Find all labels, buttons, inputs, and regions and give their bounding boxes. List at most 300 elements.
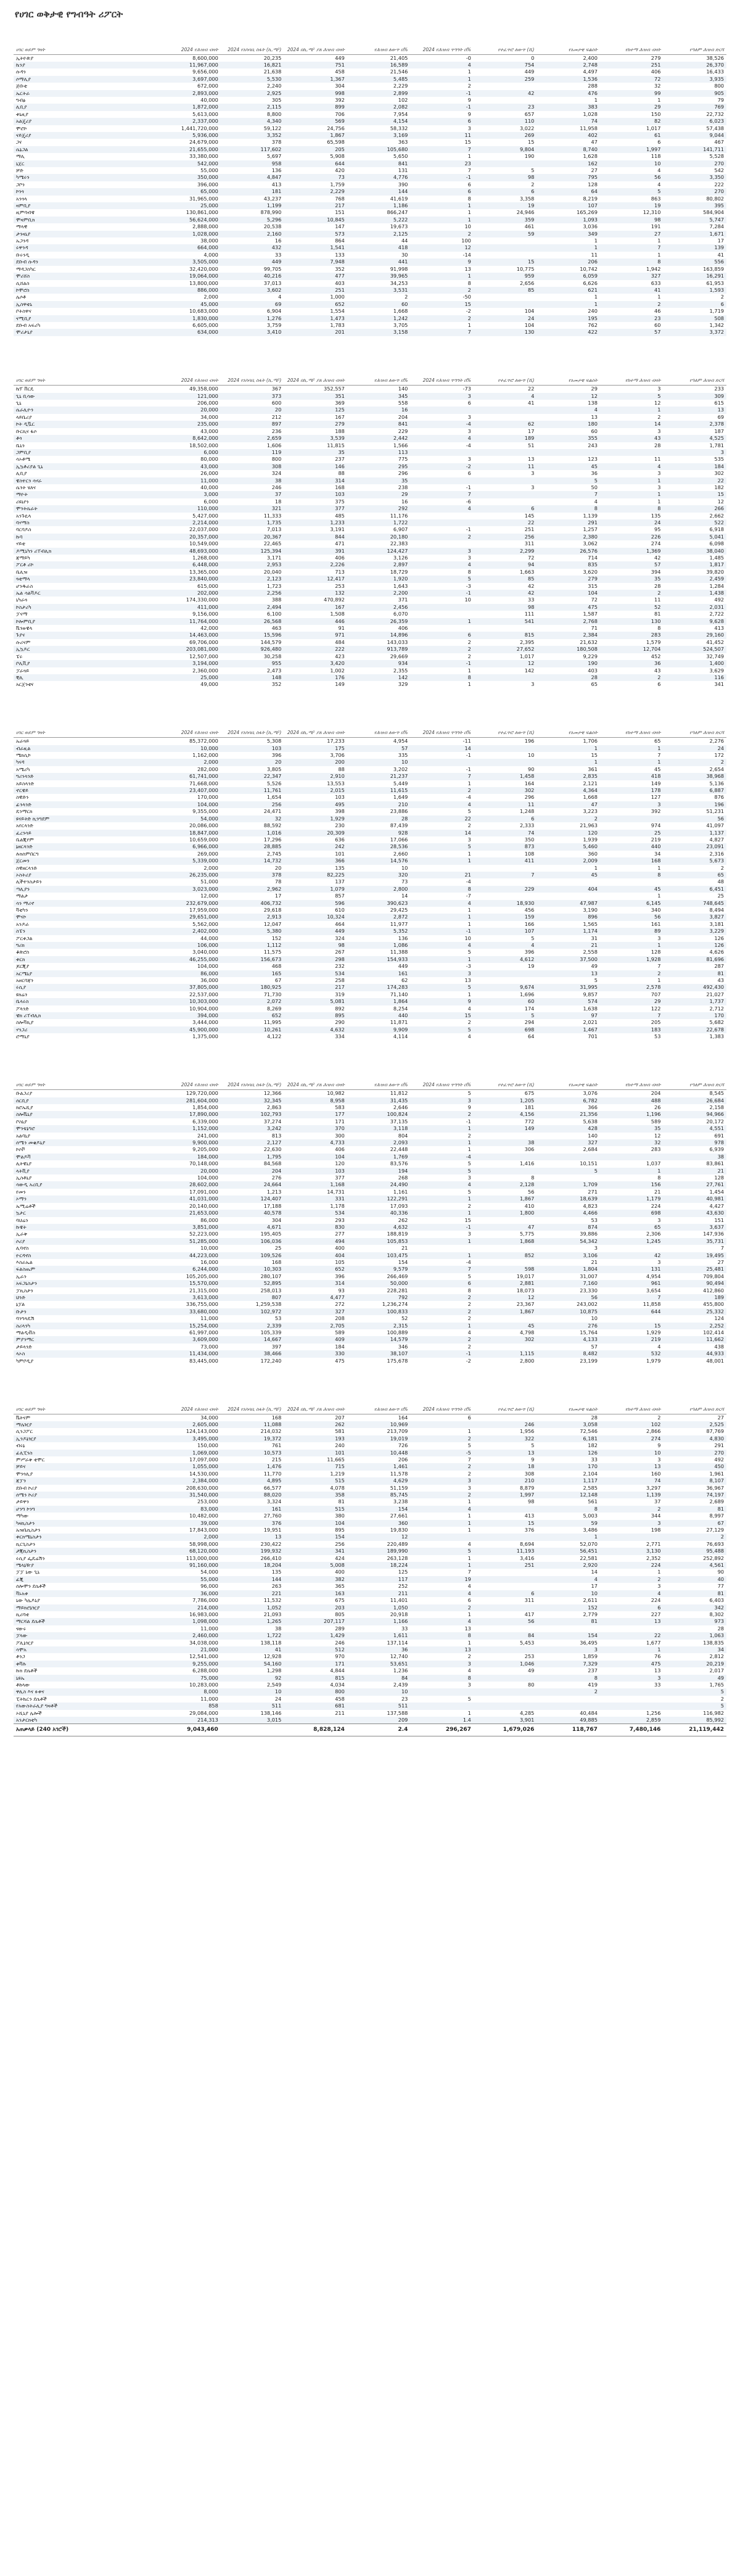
table-row[interactable] [14, 196, 726, 202]
table-row[interactable] [14, 174, 726, 181]
table-row[interactable] [14, 843, 726, 850]
table-row[interactable] [14, 1273, 726, 1280]
table-row[interactable] [14, 1259, 726, 1266]
table-row[interactable] [14, 1498, 726, 1505]
country-name-cell: ካናዳ [14, 759, 157, 766]
value-cell: 1,276 [221, 315, 284, 322]
table-row[interactable] [14, 1688, 726, 1695]
value-cell: 26,359 [347, 618, 411, 625]
table-row[interactable] [14, 949, 726, 956]
table-row[interactable] [14, 1019, 726, 1026]
table-row[interactable] [14, 1703, 726, 1709]
column-header[interactable]: 2024 የሕዝብ ጥግግት በ% [410, 709, 474, 738]
table-row[interactable] [14, 244, 726, 251]
table-row[interactable] [14, 815, 726, 822]
column-header[interactable]: ሀገር ወይም ግዛት [14, 1062, 157, 1090]
table-row[interactable] [14, 935, 726, 942]
table-row[interactable] [14, 914, 726, 920]
value-cell: 182 [588, 1442, 598, 1449]
value-cell: 406 [398, 625, 408, 632]
table-row[interactable] [14, 1555, 726, 1562]
table-row[interactable] [14, 569, 726, 576]
table-row[interactable] [14, 1350, 726, 1357]
table-row[interactable] [14, 1435, 726, 1442]
table-row[interactable] [14, 400, 726, 407]
value-cell: 1,706 [583, 738, 598, 745]
table-row[interactable] [14, 1646, 726, 1653]
table-row[interactable] [14, 639, 726, 646]
column-header[interactable]: የሕዝብ ለውጥ በ% [347, 709, 411, 738]
table-row[interactable] [14, 893, 726, 899]
value-cell: 150,000 [197, 1442, 218, 1449]
table-row[interactable] [14, 181, 726, 188]
table-row[interactable] [14, 1344, 726, 1350]
table-row[interactable] [14, 1569, 726, 1575]
value-cell: 154 [536, 1632, 600, 1639]
table-row[interactable] [14, 1111, 726, 1118]
column-header[interactable]: 2024 የሕዝብ ጥግግት በ% [410, 357, 474, 386]
table-row[interactable] [14, 1463, 726, 1470]
table-row[interactable] [14, 576, 726, 582]
value-cell: 2,316 [709, 850, 724, 857]
column-header[interactable]: የዓለም ሕዝብ ድርሻ [663, 357, 726, 386]
column-header[interactable]: 2024 የሕዝብ ብዛት [157, 1385, 221, 1414]
table-row[interactable] [14, 836, 726, 843]
table-row[interactable] [14, 1442, 726, 1449]
table-row[interactable] [14, 139, 726, 146]
table-row[interactable] [14, 977, 726, 984]
value-cell: 25,481 [663, 1266, 726, 1273]
column-header[interactable]: 2024 የሕዝብ ብዛት [157, 1062, 221, 1090]
value-cell: 105,680 [347, 146, 411, 153]
column-header[interactable]: የአመታዊ ፍልሰት [536, 1385, 600, 1414]
table-row[interactable] [14, 886, 726, 893]
table-row[interactable] [14, 1653, 726, 1660]
column-header[interactable]: የዓለም ሕዝብ ድርሻ [663, 709, 726, 738]
table-section [14, 357, 726, 688]
table-row[interactable] [14, 1287, 726, 1294]
table-row[interactable] [14, 738, 726, 745]
table-row[interactable] [14, 491, 726, 498]
column-header[interactable]: 2024 የአካባቢ ስፋት (ኪ.ሜ²) [221, 709, 284, 738]
table-row[interactable] [14, 125, 726, 132]
table-row[interactable] [14, 1323, 726, 1329]
table-row[interactable] [14, 1104, 726, 1111]
table-row[interactable] [14, 1471, 726, 1477]
table-row[interactable] [14, 632, 726, 638]
column-header[interactable]: የሕዝብ ለውጥ በ% [347, 26, 411, 54]
table-row[interactable] [14, 97, 726, 104]
column-header[interactable]: 2024 የአካባቢ ስፋት (ኪ.ሜ²) [221, 26, 284, 54]
column-header[interactable]: የከተማ ሕዝብ ብዛት [600, 1062, 664, 1090]
table-row[interactable] [14, 104, 726, 110]
table-row[interactable] [14, 857, 726, 864]
table-row[interactable] [14, 62, 726, 68]
value-cell: 6 [474, 505, 537, 512]
table-row[interactable] [14, 1336, 726, 1343]
table-row[interactable] [14, 851, 726, 857]
table-row[interactable] [14, 1118, 726, 1125]
column-header[interactable]: የአመታዊ ፍልሰት [536, 709, 600, 738]
table-row[interactable] [14, 991, 726, 998]
table-row[interactable] [14, 301, 726, 308]
column-header[interactable]: 2024 የአካባቢ ስፋት (ኪ.ሜ²) [221, 1062, 284, 1090]
value-cell: 64 [536, 188, 600, 195]
value-cell: -1 [466, 752, 471, 759]
table-row[interactable] [14, 1583, 726, 1590]
table-row[interactable] [14, 1717, 726, 1724]
column-header[interactable]: የሕዝብ ለውጥ በ% [347, 1385, 411, 1414]
value-cell: 39,820 [706, 568, 724, 575]
column-header[interactable]: የሕዝብ ለውጥ በ% [347, 357, 411, 386]
value-cell: 1,037 [646, 1160, 661, 1167]
table-row[interactable] [14, 1266, 726, 1273]
table-row[interactable] [14, 1477, 726, 1484]
table-row[interactable] [14, 1548, 726, 1554]
value-cell: 3,022 [519, 125, 535, 131]
table-row[interactable] [14, 681, 726, 688]
table-row[interactable] [14, 878, 726, 885]
table-row[interactable] [14, 393, 726, 400]
column-header[interactable]: 2024 የሕዝብ ብዛት [157, 26, 221, 54]
table-row[interactable] [14, 1168, 726, 1174]
column-header[interactable]: የተፈጥሮ ለውጥ (ሺ) [474, 709, 537, 738]
column-header[interactable]: የከተማ ሕዝብ ብዛት [600, 357, 664, 386]
column-header[interactable]: 2024 የሕዝብ ብዛት [157, 357, 221, 386]
value-cell: 14,530,000 [189, 1470, 218, 1477]
country-name-cell: ፍልስጤም [14, 1266, 157, 1273]
table-row[interactable] [14, 146, 726, 153]
table-row[interactable] [14, 583, 726, 590]
table-row[interactable] [14, 998, 726, 1005]
table-row[interactable] [14, 477, 726, 484]
table-row[interactable] [14, 1358, 726, 1364]
table-row[interactable] [14, 1329, 726, 1336]
value-cell: 20,000 [157, 1168, 221, 1174]
table-row[interactable] [14, 1541, 726, 1548]
table-row[interactable] [14, 1625, 726, 1632]
table-row[interactable] [14, 421, 726, 427]
table-row[interactable] [14, 519, 726, 526]
table-row[interactable] [14, 674, 726, 681]
table-row[interactable] [14, 273, 726, 279]
table-row[interactable] [14, 1611, 726, 1618]
column-header[interactable]: 2024 የሕዝብ ጥግግት በ% [410, 1062, 474, 1090]
table-row[interactable] [14, 1492, 726, 1498]
data-table [14, 26, 726, 336]
column-header[interactable]: 2024 የሕዝብ ጥግግት በ% [410, 1385, 474, 1414]
column-header[interactable]: 2024 በኪ.ሜ² ያለ ሕዝብ ብዛት [284, 709, 347, 738]
table-row[interactable] [14, 646, 726, 653]
table-row[interactable] [14, 872, 726, 878]
table-row[interactable] [14, 548, 726, 555]
column-header[interactable]: የተፈጥሮ ለውጥ (ሺ) [474, 1385, 537, 1414]
value-cell: 130 [474, 329, 537, 336]
value-cell: 19 [410, 1576, 474, 1583]
table-row[interactable] [14, 1682, 726, 1688]
table-row[interactable] [14, 1012, 726, 1019]
table-row[interactable] [14, 1520, 726, 1527]
value-cell: 2,768 [536, 618, 600, 625]
table-row[interactable] [14, 217, 726, 223]
value-cell: 292 [347, 505, 411, 512]
table-row[interactable] [14, 590, 726, 597]
table-row[interactable] [14, 386, 726, 393]
table-row[interactable] [14, 667, 726, 674]
column-header[interactable]: 2024 የሕዝብ ጥግግት በ% [410, 26, 474, 54]
table-row[interactable] [14, 498, 726, 505]
table-row[interactable] [14, 1125, 726, 1132]
table-row[interactable] [14, 540, 726, 547]
table-row[interactable] [14, 653, 726, 660]
column-header[interactable]: የተፈጥሮ ለውጥ (ሺ) [474, 1062, 537, 1090]
table-row[interactable] [14, 865, 726, 872]
table-row[interactable] [14, 1294, 726, 1301]
table-row[interactable] [14, 1280, 726, 1287]
table-row[interactable] [14, 1710, 726, 1717]
value-cell: 149 [651, 780, 661, 786]
table-row[interactable] [14, 1181, 726, 1188]
table-row[interactable] [14, 54, 726, 62]
table-row[interactable] [14, 1231, 726, 1237]
table-row[interactable] [14, 759, 726, 766]
table-row[interactable] [14, 68, 726, 75]
table-row[interactable] [14, 1506, 726, 1513]
table-row[interactable] [14, 1632, 726, 1639]
column-header[interactable]: የአመታዊ ፍልሰት [536, 357, 600, 386]
table-row[interactable] [14, 428, 726, 435]
table-row[interactable] [14, 801, 726, 808]
table-row[interactable] [14, 1667, 726, 1674]
table-row[interactable] [14, 660, 726, 667]
table-row[interactable] [14, 1534, 726, 1540]
table-row[interactable] [14, 780, 726, 787]
table-row[interactable] [14, 266, 726, 273]
table-row[interactable] [14, 315, 726, 322]
table-row[interactable] [14, 1590, 726, 1597]
value-cell: -1 [466, 766, 471, 772]
table-row[interactable] [14, 1224, 726, 1231]
table-row[interactable] [14, 294, 726, 300]
table-row[interactable] [14, 329, 726, 336]
table-row[interactable] [14, 1597, 726, 1604]
table-row[interactable] [14, 752, 726, 759]
table-row[interactable] [14, 1090, 726, 1097]
table-row[interactable] [14, 505, 726, 512]
table-row[interactable] [14, 787, 726, 794]
table-row[interactable] [14, 1189, 726, 1195]
table-row[interactable] [14, 1308, 726, 1315]
table-row[interactable] [14, 970, 726, 977]
table-row[interactable] [14, 1154, 726, 1160]
table-row[interactable] [14, 287, 726, 294]
table-row[interactable] [14, 625, 726, 632]
column-header[interactable]: የአመታዊ ፍልሰት [536, 1062, 600, 1090]
table-row[interactable] [14, 513, 726, 519]
column-header[interactable]: 2024 በኪ.ሜ² ያለ ሕዝብ ብዛት [284, 357, 347, 386]
column-header[interactable]: ሀገር ወይም ግዛት [14, 709, 157, 738]
table-row[interactable] [14, 118, 726, 125]
table-row[interactable] [14, 484, 726, 491]
column-header[interactable]: 2024 የአካባቢ ስፋት (ኪ.ሜ²) [221, 1385, 284, 1414]
column-header[interactable]: የተፈጥሮ ለውጥ (ሺ) [474, 26, 537, 54]
table-row[interactable] [14, 414, 726, 421]
column-header[interactable]: የዓለም ሕዝብ ድርሻ [663, 1062, 726, 1090]
table-row[interactable] [14, 308, 726, 315]
table-row[interactable] [14, 928, 726, 935]
table-row[interactable] [14, 984, 726, 991]
table-row[interactable] [14, 153, 726, 160]
table-row[interactable] [14, 237, 726, 244]
table-row[interactable] [14, 188, 726, 195]
table-row[interactable] [14, 1576, 726, 1583]
table-row[interactable] [14, 1133, 726, 1139]
table-row[interactable] [14, 745, 726, 752]
table-row[interactable] [14, 1527, 726, 1534]
table-row[interactable] [14, 604, 726, 611]
table-row[interactable] [14, 449, 726, 456]
table-row[interactable] [14, 223, 726, 230]
column-header[interactable]: የከተማ ሕዝብ ብዛት [600, 709, 664, 738]
value-cell: 2,276 [709, 738, 724, 745]
table-row[interactable] [14, 1696, 726, 1703]
table-row[interactable] [14, 132, 726, 139]
table-row[interactable] [14, 167, 726, 174]
column-header[interactable]: 2024 በኪ.ሜ² ያለ ሕዝብ ብዛት [284, 26, 347, 54]
table-row[interactable] [14, 597, 726, 603]
table-row[interactable] [14, 1203, 726, 1210]
table-row[interactable] [14, 766, 726, 773]
value-cell: 2,800 [347, 886, 411, 893]
table-row[interactable] [14, 526, 726, 533]
table-row[interactable] [14, 1217, 726, 1224]
table-row[interactable] [14, 1421, 726, 1428]
table-row[interactable] [14, 1315, 726, 1322]
table-row[interactable] [14, 1238, 726, 1245]
table-row[interactable] [14, 90, 726, 97]
table-row[interactable] [14, 322, 726, 329]
table-row[interactable] [14, 1428, 726, 1435]
table-row[interactable] [14, 463, 726, 470]
table-row[interactable] [14, 794, 726, 801]
table-row[interactable] [14, 1640, 726, 1646]
value-cell: 23 [474, 104, 537, 110]
value-cell: 21 [401, 1245, 408, 1252]
table-row[interactable] [14, 252, 726, 258]
column-header[interactable]: የዓለም ሕዝብ ድርሻ [663, 26, 726, 54]
table-row[interactable] [14, 202, 726, 209]
table-row[interactable] [14, 618, 726, 625]
column-header[interactable]: የዓለም ሕዝብ ድርሻ [663, 1385, 726, 1414]
table-row[interactable] [14, 83, 726, 89]
table-row[interactable] [14, 1005, 726, 1012]
table-row[interactable] [14, 76, 726, 83]
table-row[interactable] [14, 111, 726, 118]
column-header[interactable]: ሀገር ወይም ግዛት [14, 26, 157, 54]
table-row[interactable] [14, 1456, 726, 1463]
table-row[interactable] [14, 1485, 726, 1492]
table-row[interactable] [14, 1026, 726, 1033]
table-row[interactable] [14, 1033, 726, 1040]
table-row[interactable] [14, 1252, 726, 1259]
value-cell: 35 [600, 1125, 664, 1132]
table-row[interactable] [14, 1604, 726, 1611]
table-row[interactable] [14, 231, 726, 237]
column-header[interactable]: 2024 የአካባቢ ስፋት (ኪ.ሜ²) [221, 357, 284, 386]
column-header[interactable]: የተፈጥሮ ለውጥ (ሺ) [474, 357, 537, 386]
table-row[interactable] [14, 258, 726, 265]
table-row[interactable] [14, 611, 726, 617]
value-cell: 2,910 [284, 773, 347, 780]
value-cell: 1,055,000 [157, 1463, 221, 1470]
table-row[interactable] [14, 456, 726, 463]
value-cell: 9,628 [663, 618, 726, 625]
table-row[interactable] [14, 407, 726, 413]
table-row[interactable] [14, 1195, 726, 1202]
table-row[interactable] [14, 1450, 726, 1456]
table-row[interactable] [14, 1160, 726, 1167]
table-row[interactable] [14, 1414, 726, 1421]
table-row[interactable] [14, 1146, 726, 1153]
table-row[interactable] [14, 1661, 726, 1667]
table-row[interactable] [14, 808, 726, 815]
table-row[interactable] [14, 942, 726, 949]
table-row[interactable] [14, 1618, 726, 1625]
column-header[interactable]: የከተማ ሕዝብ ብዛት [600, 1385, 664, 1414]
column-header[interactable]: 2024 የሕዝብ ብዛት [157, 709, 221, 738]
table-row[interactable] [14, 1675, 726, 1682]
column-header[interactable]: 2024 በኪ.ሜ² ያለ ሕዝብ ብዛት [284, 1062, 347, 1090]
table-row[interactable] [14, 1097, 726, 1104]
table-row[interactable] [14, 555, 726, 561]
table-row[interactable] [14, 160, 726, 167]
column-header[interactable]: ሀገር ወይም ግዛት [14, 357, 157, 386]
column-header[interactable]: ሀገር ወይም ግዛት [14, 1385, 157, 1414]
table-row[interactable] [14, 921, 726, 928]
table-row[interactable] [14, 1245, 726, 1252]
table-row[interactable] [14, 956, 726, 963]
table-row[interactable] [14, 907, 726, 914]
table-row[interactable] [14, 1174, 726, 1181]
table-row[interactable] [14, 561, 726, 568]
table-row[interactable] [14, 280, 726, 287]
column-header[interactable]: የሕዝብ ለውጥ በ% [347, 1062, 411, 1090]
table-row[interactable] [14, 442, 726, 449]
table-row[interactable] [14, 1139, 726, 1146]
table-row[interactable] [14, 773, 726, 780]
table-row[interactable] [14, 963, 726, 970]
table-row[interactable] [14, 1513, 726, 1519]
value-cell: 87,439 [390, 822, 408, 829]
table-row[interactable] [14, 830, 726, 836]
column-header[interactable]: 2024 በኪ.ሜ² ያለ ሕዝብ ብዛት [284, 1385, 347, 1414]
table-row[interactable] [14, 470, 726, 477]
value-cell: 1,205 [474, 1097, 537, 1104]
table-row[interactable] [14, 822, 726, 829]
value-cell: 3 [657, 427, 661, 434]
column-header[interactable]: የአመታዊ ፍልሰት [536, 26, 600, 54]
value-cell: 11,388 [390, 949, 408, 956]
table-row[interactable] [14, 1210, 726, 1216]
column-header[interactable]: የከተማ ሕዝብ ብዛት [600, 26, 664, 54]
table-row[interactable] [14, 1301, 726, 1308]
table-row[interactable] [14, 209, 726, 216]
table-row[interactable] [14, 435, 726, 442]
table-row[interactable] [14, 534, 726, 540]
table-row[interactable] [14, 900, 726, 907]
table-row[interactable] [14, 1562, 726, 1569]
value-cell: 4 [410, 1181, 474, 1188]
